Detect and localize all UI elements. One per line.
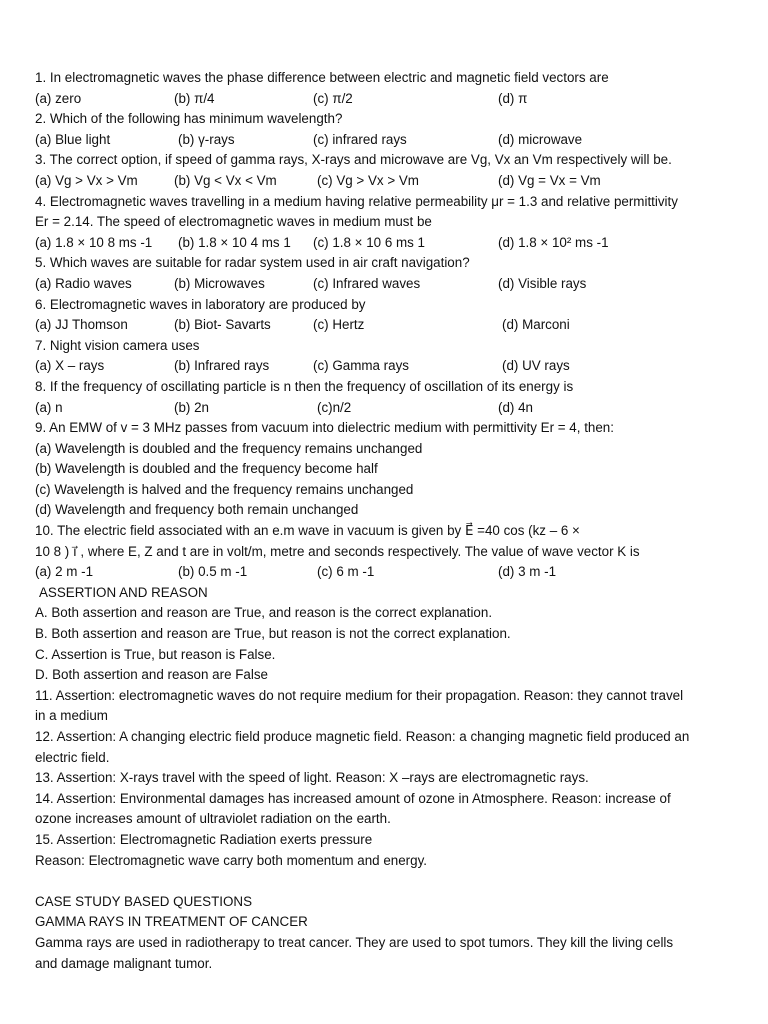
question-6-options: [35, 315, 745, 336]
option-a: (a) n: [35, 399, 63, 415]
assertion-key-d: D. Both assertion and reason are False: [35, 667, 268, 683]
option-b: (b) Vg < Vx < Vm: [174, 172, 277, 188]
question-4-line-2: Er = 2.14. The speed of electromagnetic waves in medium must be: [35, 214, 432, 230]
question-1-options: [35, 89, 745, 110]
question-14-line-2: ozone increases amount of ultraviolet radiation on the earth.: [35, 811, 391, 827]
question-3-options: [35, 171, 745, 192]
option-c: (c) 1.8 × 10 6 ms 1: [313, 234, 426, 250]
option-c: (c) 6 m -1: [317, 564, 375, 580]
option-a: (a) X – rays: [35, 358, 105, 374]
option-a: (a) zero: [35, 90, 82, 106]
question-9-option-b: (b) Wavelength is doubled and the frequency become half: [35, 461, 378, 477]
option-d: (d) 4n: [498, 399, 533, 415]
option-d: (d) 3 m -1: [498, 564, 557, 580]
option-d: (d) Visible rays: [498, 275, 587, 291]
question-5-options: [35, 274, 745, 295]
option-c: (c) Infrared waves: [313, 275, 421, 291]
question-2: 2. Which of the following has minimum wavelength?: [35, 111, 343, 127]
option-c: (c) Gamma rays: [313, 358, 409, 374]
question-6: 6. Electromagnetic waves in laboratory are produced by: [35, 296, 366, 312]
question-2-options: [35, 130, 745, 151]
question-12-line-2: electric field.: [35, 749, 110, 765]
option-b: (b) 0.5 m -1: [178, 564, 248, 580]
option-d: (d) UV rays: [502, 358, 570, 374]
option-b: (b) Biot- Savarts: [174, 317, 271, 333]
question-1: 1. In electromagnetic waves the phase difference between electric and magnetic field vectors are: [35, 70, 609, 85]
question-7-options: [35, 356, 745, 377]
question-8-options: [35, 398, 745, 419]
option-c: (c) Hertz: [313, 317, 365, 333]
question-10-options: [35, 562, 745, 583]
option-a: (a) 2 m -1: [35, 564, 94, 580]
option-c: (c)n/2: [317, 399, 352, 415]
option-b: (b) 2n: [174, 399, 209, 415]
option-b: (b) π/4: [174, 90, 215, 106]
option-a: (a) Vg > Vx > Vm: [35, 172, 138, 188]
case-study-subheading: GAMMA RAYS IN TREATMENT OF CANCER: [35, 914, 308, 930]
option-c: (c) infrared rays: [313, 131, 407, 147]
question-3: 3. The correct option, if speed of gamma rays, X-rays and microwave are Vg, Vx an Vm respectively will be.: [35, 152, 672, 168]
option-a: (a) Blue light: [35, 131, 111, 147]
question-9: 9. An EMW of v = 3 MHz passes from vacuum into dielectric medium with permittivity Er = 4, then:: [35, 420, 614, 436]
question-15-line-1: 15. Assertion: Electromagnetic Radiation exerts pressure: [35, 831, 373, 847]
question-10-line-1: 10. The electric field associated with an e.m wave in vacuum is given by E⃗ =40 cos (kz – 6 ×: [35, 523, 580, 539]
assertion-key-c: C. Assertion is True, but reason is False.: [35, 646, 276, 662]
question-9-option-d: (d) Wavelength and frequency both remain unchanged: [35, 502, 359, 518]
option-b: (b) Microwaves: [174, 275, 265, 291]
option-a: (a) Radio waves: [35, 275, 132, 291]
question-13: 13. Assertion: X-rays travel with the speed of light. Reason: X –rays are electromagnetic rays.: [35, 770, 589, 786]
option-d: (d) Vg = Vx = Vm: [498, 172, 601, 188]
question-12-line-1: 12. Assertion: A changing electric field produce magnetic field. Reason: a changing magnetic field produced an: [35, 729, 690, 744]
question-4-line-1: 4. Electromagnetic waves travelling in a medium having relative permeability μr = 1.3 and relative permittivity: [35, 193, 678, 209]
case-study-paragraph-line-1: Gamma rays are used in radiotherapy to treat cancer. They are used to spot tumors. They kill the living cells: [35, 934, 674, 950]
option-c: (c) Vg > Vx > Vm: [317, 172, 419, 188]
question-11-line-2: in a medium: [35, 708, 108, 724]
question-11-line-1: 11. Assertion: electromagnetic waves do not require medium for their propagation. Reason: they cannot travel: [35, 687, 684, 703]
option-c: (c) π/2: [313, 90, 353, 106]
option-b: (b) 1.8 × 10 4 ms 1: [178, 234, 291, 250]
question-8: 8. If the frequency of oscillating particle is n then the frequency of oscillation of its energy is: [35, 378, 574, 394]
option-b: (b) Infrared rays: [174, 358, 270, 374]
assertion-key-b: B. Both assertion and reason are True, but reason is not the correct explanation.: [35, 626, 511, 642]
question-14-line-1: 14. Assertion: Environmental damages has increased amount of ozone in Atmosphere. Reason: increase of: [35, 790, 671, 806]
option-d: (d) π: [498, 90, 528, 106]
question-4-options: [35, 233, 745, 254]
question-9-option-a: (a) Wavelength is doubled and the frequency remains unchanged: [35, 440, 423, 456]
worksheet: [35, 68, 745, 974]
option-d: (d) Marconi: [502, 317, 570, 333]
case-study-heading: CASE STUDY BASED QUESTIONS: [35, 893, 253, 909]
option-a: (a) 1.8 × 10 8 ms -1: [35, 234, 153, 250]
question-10-line-2: 10 8 ) i⃗ , where E, Z and t are in volt/m, metre and seconds respectively. The value of wave vector K is: [35, 543, 640, 559]
question-9-option-c: (c) Wavelength is halved and the frequency remains unchanged: [35, 481, 414, 497]
option-b: (b) γ-rays: [178, 131, 235, 147]
option-a: (a) JJ Thomson: [35, 317, 128, 333]
spacer: [35, 871, 745, 892]
case-study-paragraph-line-2: and damage malignant tumor.: [35, 955, 213, 971]
assertion-key-a: A. Both assertion and reason are True, and reason is the correct explanation.: [35, 605, 493, 621]
option-d: (d) microwave: [498, 131, 583, 147]
question-15-line-2: Reason: Electromagnetic wave carry both momentum and energy.: [35, 852, 427, 868]
question-7: 7. Night vision camera uses: [35, 337, 200, 353]
question-5: 5. Which waves are suitable for radar system used in air craft navigation?: [35, 255, 470, 271]
option-d: (d) 1.8 × 10² ms -1: [498, 234, 609, 250]
assertion-heading: ASSERTION AND REASON: [39, 584, 208, 600]
